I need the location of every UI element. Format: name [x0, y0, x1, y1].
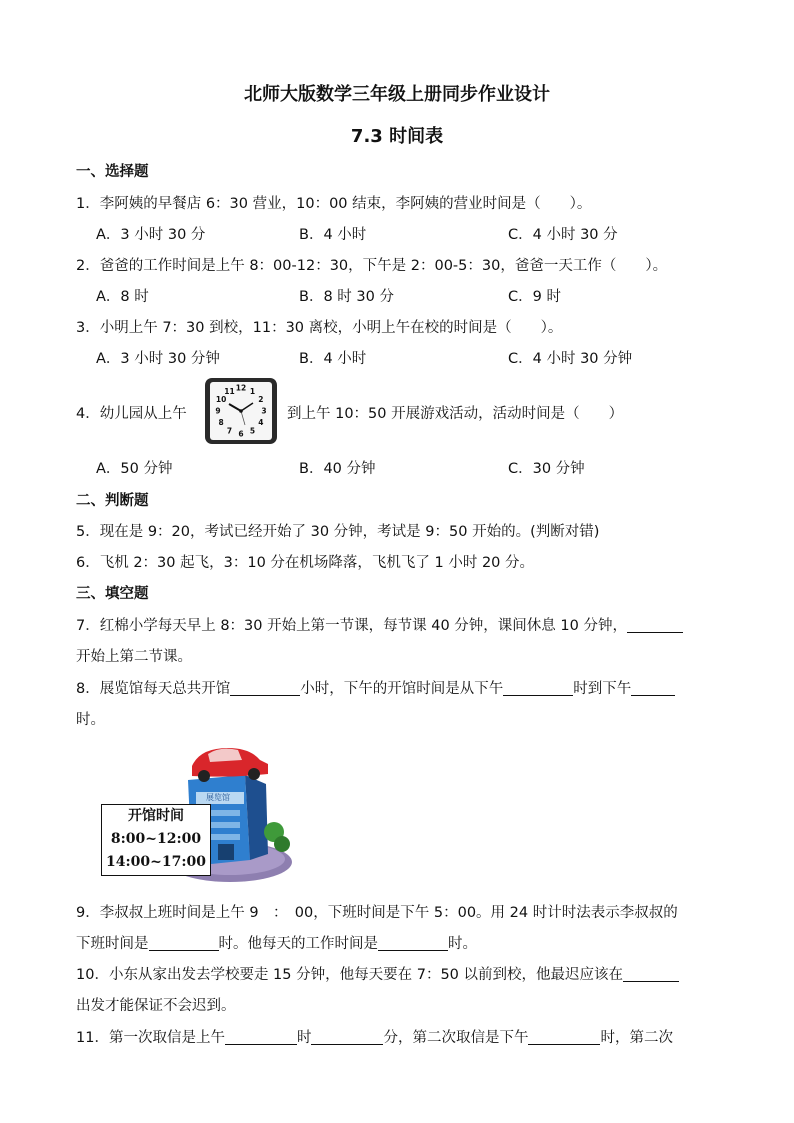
- clock-number: 5: [249, 426, 256, 436]
- board-afternoon-hours: 14:00~17:00: [106, 854, 206, 870]
- answer-blank-8b[interactable]: [503, 679, 573, 696]
- clock-number: 6: [238, 429, 244, 439]
- clock-image: [204, 377, 278, 445]
- q4-option-b: B．40 分钟: [299, 461, 376, 477]
- question-11-text-4: 时，第二次: [600, 1030, 673, 1046]
- question-7-text: 7．红棉小学每天早上 8：30 开始上第一节课，每节课 40 分钟，课间休息 10 分钟，: [76, 618, 627, 634]
- question-5: 5．现在是 9：20，考试已经开始了 30 分钟，考试是 9：50 开始的。(判断对错): [76, 524, 600, 540]
- opening-hours-board: [101, 804, 211, 876]
- answer-blank-11c[interactable]: [528, 1028, 600, 1045]
- q3-option-b: B．4 小时: [299, 351, 367, 367]
- question-9-text-2: 时。他每天的工作时间是: [218, 936, 378, 952]
- q3-option-c: C．4 小时 30 分钟: [508, 351, 633, 367]
- clock-number: 7: [226, 426, 233, 436]
- q1-option-c: C．4 小时 30 分: [508, 227, 618, 243]
- board-heading: 开馆时间: [128, 808, 184, 824]
- section-fill: 三、填空题: [76, 586, 149, 602]
- answer-blank-8a[interactable]: [230, 679, 300, 696]
- question-10-line-2: 出发才能保证不会迟到。: [76, 998, 236, 1014]
- question-11-text-1: 11．第一次取信是上午: [76, 1030, 225, 1046]
- question-9-line-1: 9．李叔叔上班时间是上午 9 ： 00，下班时间是下午 5：00。用 24 时计时法表示李叔叔的: [76, 905, 678, 921]
- question-2: 2．爸爸的工作时间是上午 8：00-12：30，下午是 2：00-5：30，爸爸一天工作（ ）。: [76, 258, 668, 274]
- q2-option-a: A．8 时: [96, 289, 149, 305]
- q1-option-a: A．3 小时 30 分: [96, 227, 206, 243]
- question-8-text-3: 时到下午: [573, 681, 632, 697]
- answer-blank-8c[interactable]: [631, 679, 675, 696]
- question-11-line-1: [76, 1026, 673, 1047]
- q4-option-a: A．50 分钟: [96, 461, 173, 477]
- clock-number: 2: [258, 395, 264, 405]
- page-title: 北师大版数学三年级上册同步作业设计: [244, 84, 550, 105]
- clock-number: 1: [249, 386, 256, 396]
- question-4-start: 4．幼儿园从上午: [76, 406, 187, 422]
- question-11-text-2: 时: [296, 1030, 312, 1046]
- clock-number: 11: [224, 386, 235, 396]
- clock-number: 10: [215, 395, 227, 405]
- answer-blank-10[interactable]: [623, 965, 679, 982]
- board-morning-hours: 8:00~12:00: [110, 831, 202, 847]
- clock-number: 9: [215, 406, 221, 416]
- q1-option-b: B．4 小时: [299, 227, 367, 243]
- question-3: 3．小明上午 7：30 到校，11：30 离校，小明上午在校的时间是（ ）。: [76, 320, 563, 336]
- q2-option-c: C．9 时: [508, 289, 561, 305]
- answer-blank-9b[interactable]: [378, 934, 448, 951]
- answer-blank-11b[interactable]: [311, 1028, 383, 1045]
- question-1: 1．李阿姨的早餐店 6：30 营业，10：00 结束，李阿姨的营业时间是（ ）。: [76, 196, 592, 212]
- question-8-line-2: 时。: [76, 712, 105, 728]
- section-choice: 一、选择题: [76, 164, 149, 180]
- question-11-text-3: 分，第二次取信是下午: [383, 1030, 529, 1046]
- question-8-line-1: [76, 677, 675, 698]
- question-4-end: 到上午 10：50 开展游戏活动，活动时间是（ ）: [287, 406, 624, 422]
- question-10-text: 10．小东从家出发去学校要走 15 分钟，他每天要在 7：50 以前到校，他最迟应该在: [76, 967, 624, 983]
- question-9-line-2: [76, 932, 477, 953]
- question-6: 6．飞机 2：30 起飞，3：10 分在机场降落，飞机飞了 1 小时 20 分。: [76, 555, 535, 571]
- clock-number: 4: [258, 418, 264, 428]
- q3-option-a: A．3 小时 30 分钟: [96, 351, 220, 367]
- question-9-text-3: 时。: [448, 936, 477, 952]
- question-10-line-1: [76, 963, 679, 984]
- clock-number: 12: [235, 383, 247, 393]
- question-8-text-1: 8．展览馆每天总共开馆: [76, 681, 231, 697]
- answer-blank-9a[interactable]: [149, 934, 219, 951]
- question-8-text-2: 小时，下午的开馆时间是从下午: [300, 681, 504, 697]
- clock-number: 3: [261, 406, 267, 416]
- clock-number: 8: [218, 418, 224, 428]
- question-9-text-1: 下班时间是: [76, 936, 149, 952]
- answer-blank-11a[interactable]: [225, 1028, 297, 1045]
- question-7-line-1: [76, 614, 683, 635]
- answer-blank-7[interactable]: [627, 616, 683, 633]
- q2-option-b: B．8 时 30 分: [299, 289, 394, 305]
- page-subtitle: 7.3 时间表: [350, 126, 444, 147]
- q4-option-c: C．30 分钟: [508, 461, 585, 477]
- section-judge: 二、判断题: [76, 493, 149, 509]
- question-7-line-2: 开始上第二节课。: [76, 649, 192, 665]
- museum-sign: 展览馆: [206, 793, 230, 802]
